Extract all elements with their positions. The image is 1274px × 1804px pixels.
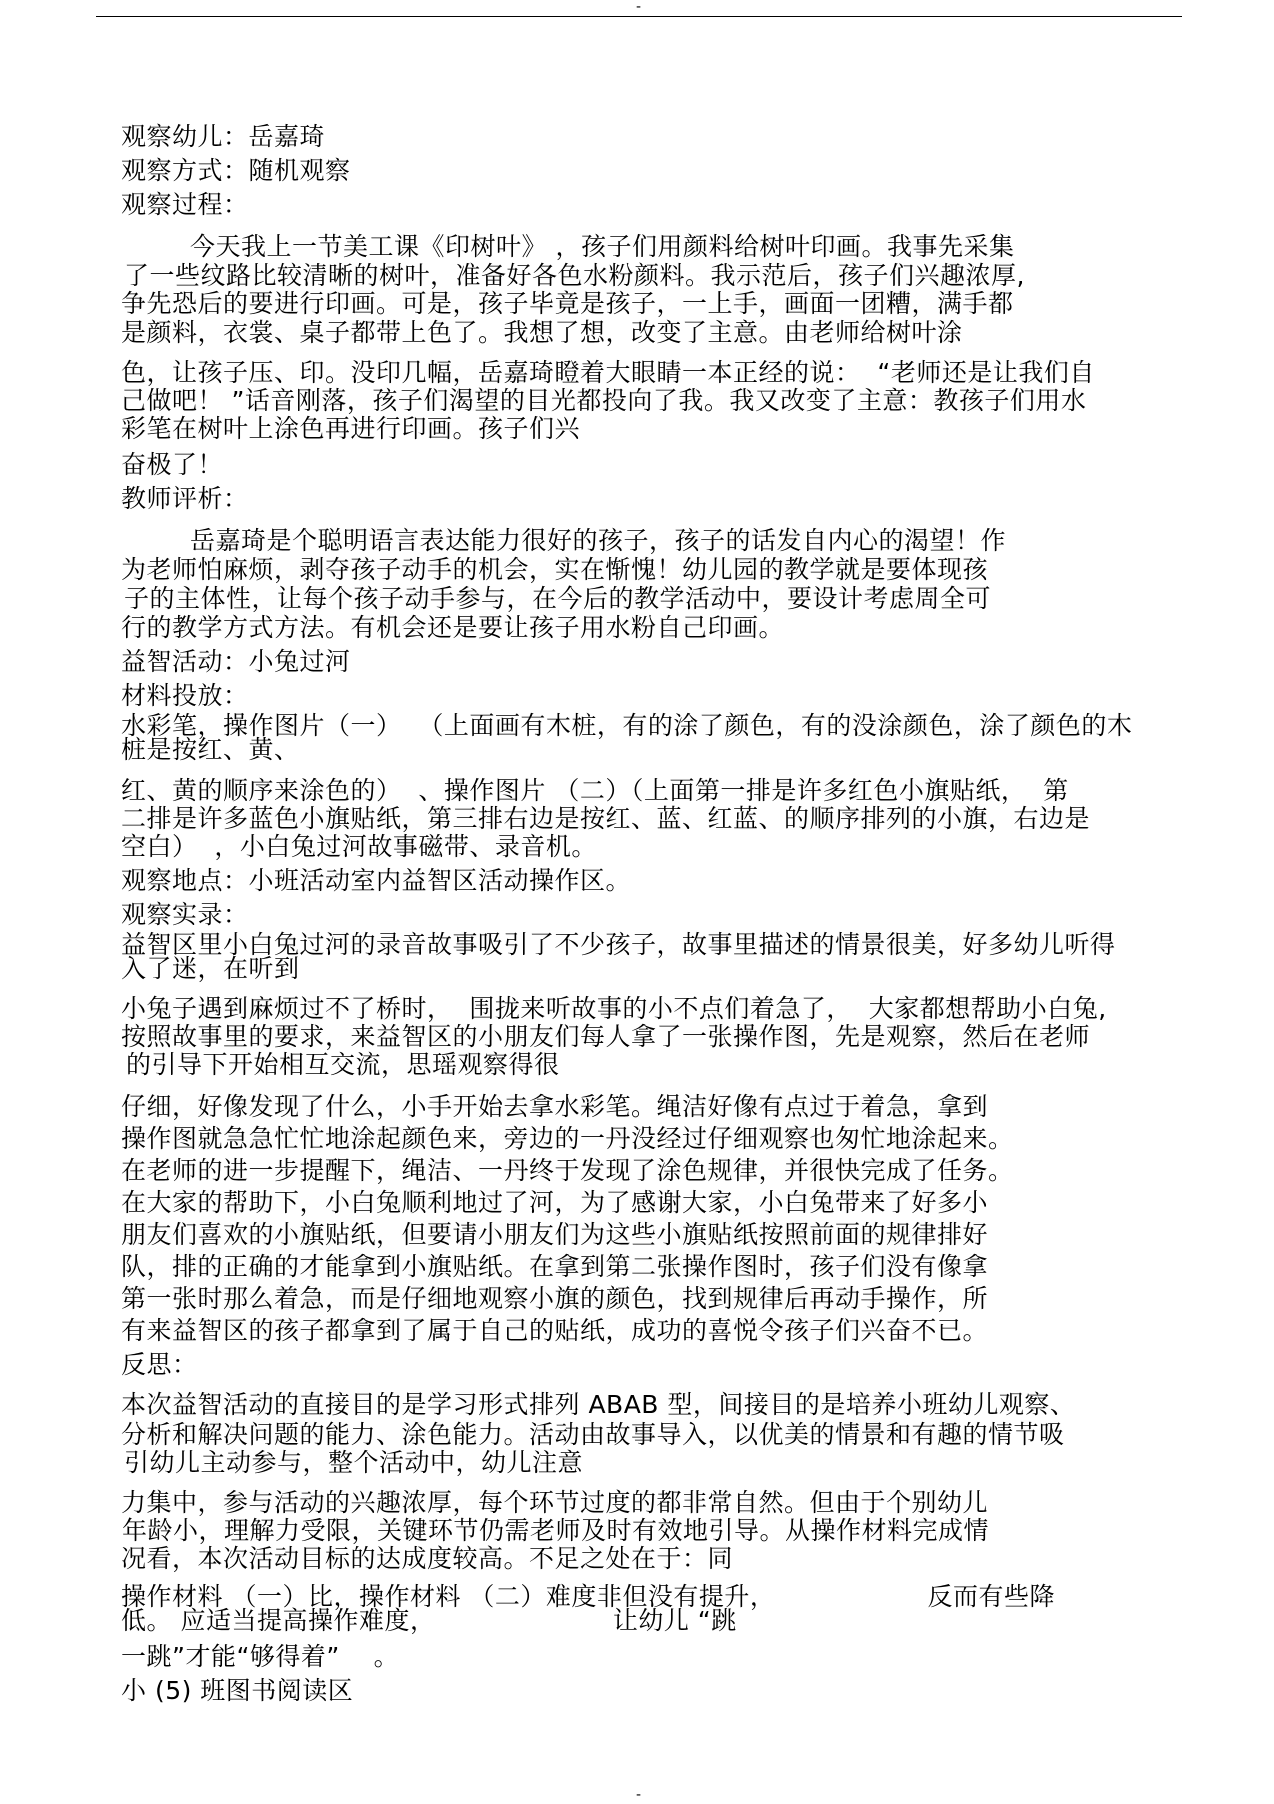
text-line: 水彩笔，操作图片（一） （上面画有木桩，有的涂了颜色，有的没涂颜色，涂了颜色的木: [121, 711, 1133, 740]
text-line: 红、黄的顺序来涂色的） 、操作图片 （二）（上面第一排是许多红色小旗贴纸， 第: [121, 776, 1069, 805]
text-line: 争先恐后的要进行印画。可是，孩子毕竟是孩子，一上手，画面一团糟，满手都: [121, 289, 1014, 318]
materials-heading: 材料投放：: [121, 681, 249, 710]
text-line: 分析和解决问题的能力、涂色能力。活动由故事导入，以优美的情景和有趣的情节吸: [121, 1420, 1065, 1449]
header-rule: [96, 16, 1182, 17]
observation-place-line: 观察地点：小班活动室内益智区活动操作区。: [121, 866, 632, 895]
text-line: 彩笔在树叶上涂色再进行印画。孩子们兴: [121, 414, 581, 443]
text-line: 在老师的进一步提醒下，绳洁、一丹终于发现了涂色规律，并很快完成了任务。: [121, 1156, 1014, 1185]
teacher-comment-heading: 教师评析：: [121, 484, 249, 513]
activity-title-line: 益智活动：小兔过河: [121, 647, 351, 676]
text-line: 仔细，好像发现了什么，小手开始去拿水彩笔。绳洁好像有点过于着急，拿到: [121, 1092, 989, 1121]
text-line: 了一些纹路比较清晰的树叶，准备好各色水粉颜料。我示范后，孩子们兴趣浓厚,: [124, 261, 1025, 290]
text-line: 是颜料，衣裳、桌子都带上色了。我想了想，改变了主意。由老师给树叶涂: [121, 318, 963, 347]
text-line: 的引导下开始相互交流，思瑶观察得很: [126, 1050, 560, 1079]
text-line: 色，让孩子压、印。没印几幅，岳嘉琦瞪着大眼睛一本正经的说： “老师还是让我们自: [121, 358, 1095, 387]
text-line: 年龄小，理解力受限，关键环节仍需老师及时有效地引导。从操作材料完成情: [122, 1516, 990, 1545]
text-line: 小兔子遇到麻烦过不了桥时， 围拢来听故事的小不点们着急了， 大家都想帮助小白兔,: [121, 994, 1107, 1023]
text-line: 一跳”才能“够得着” 。: [121, 1642, 400, 1671]
text-line: 行的教学方式方法。有机会还是要让孩子用水粉自己印画。: [121, 613, 785, 642]
observation-method-line: 观察方式：随机观察: [121, 156, 351, 185]
text-line: 况看，本次活动目标的达成度较高。不足之处在于：同: [121, 1544, 734, 1573]
text-line: 低。 应适当提高操作难度， 让幼儿 “跳: [121, 1606, 737, 1635]
text-line: 入了迷，在听到: [121, 954, 300, 983]
reading-area-line: 小 (5) 班图书阅读区: [121, 1676, 354, 1705]
text-line: 队，排的正确的才能拿到小旗贴纸。在拿到第二张操作图时，孩子们没有像拿: [121, 1252, 989, 1281]
text-line: 二排是许多蓝色小旗贴纸，第三排右边是按红、蓝、红蓝、的顺序排列的小旗，右边是: [121, 804, 1091, 833]
text-line: 今天我上一节美工课《印树叶》 ，孩子们用颜料给树叶印画。我事先采集: [190, 232, 1015, 261]
observation-process-heading: 观察过程：: [121, 190, 249, 219]
observed-child-line: 观察幼儿：岳嘉琦: [121, 122, 326, 151]
text-line: 操作材料 （一）比，操作材料 （二）难度非但没有提升， 反而有些降: [121, 1582, 1055, 1611]
observation-record-heading: 观察实录：: [121, 900, 249, 929]
text-line: 第一张时那么着急，而是仔细地观察小旗的颜色，找到规律后再动手操作，所: [121, 1284, 989, 1313]
text-line: 岳嘉琦是个聪明语言表达能力很好的孩子，孩子的话发自内心的渴望！作: [190, 526, 1007, 555]
text-line: 为老师怕麻烦，剥夺孩子动手的机会，实在惭愧！幼儿园的教学就是要体现孩: [121, 555, 989, 584]
reflection-heading: 反思：: [121, 1350, 198, 1379]
text-line: 子的主体性，让每个孩子动手参与，在今后的教学活动中，要设计考虑周全可: [124, 584, 992, 613]
text-line: 桩是按红、黄、: [121, 735, 300, 764]
text-line: 在大家的帮助下，小白兔顺利地过了河，为了感谢大家，小白兔带来了好多小: [121, 1188, 989, 1217]
header-mark: -: [636, 0, 642, 15]
footer-mark: -: [636, 1787, 642, 1803]
text-line: 力集中，参与活动的兴趣浓厚，每个环节过度的都非常自然。但由于个别幼儿: [121, 1488, 989, 1517]
text-line: 本次益智活动的直接目的是学习形式排列 ABAB 型，间接目的是培养小班幼儿观察、: [121, 1390, 1076, 1419]
text-line: 空白） ，小白兔过河故事磁带、录音机。: [121, 832, 597, 861]
text-line: 按照故事里的要求，来益智区的小朋友们每人拿了一张操作图，先是观察，然后在老师: [121, 1022, 1091, 1051]
text-line: 己做吧！ ”话音刚落，孩子们渴望的目光都投向了我。我又改变了主意：教孩子们用水: [121, 386, 1087, 415]
text-line: 引幼儿主动参与，整个活动中，幼儿注意: [124, 1448, 584, 1477]
text-line: 有来益智区的孩子都拿到了属于自己的贴纸，成功的喜悦令孩子们兴奋不已。: [121, 1316, 989, 1345]
text-line: 操作图就急急忙忙地涂起颜色来，旁边的一丹没经过仔细观察也匆忙地涂起来。: [121, 1124, 1014, 1153]
text-line: 益智区里小白兔过河的录音故事吸引了不少孩子，故事里描述的情景很美，好多幼儿听得: [121, 930, 1116, 959]
text-line: 朋友们喜欢的小旗贴纸，但要请小朋友们为这些小旗贴纸按照前面的规律排好: [121, 1220, 989, 1249]
text-line: 奋极了！: [121, 450, 224, 479]
